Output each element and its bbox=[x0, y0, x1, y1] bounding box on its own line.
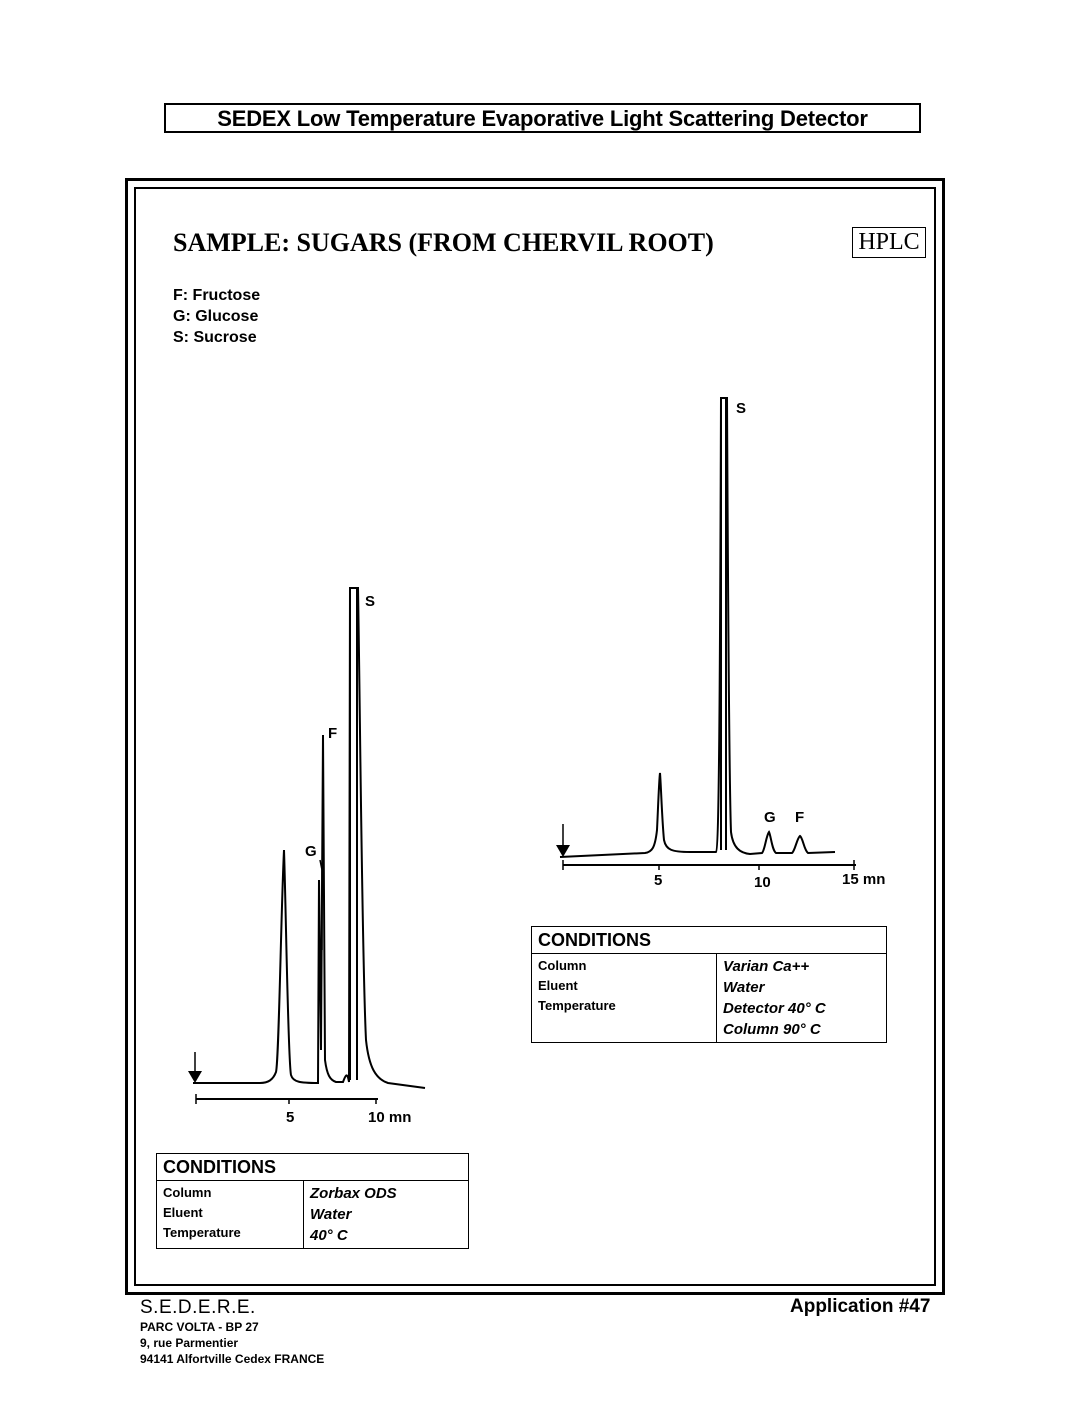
footer-address-block bbox=[140, 1297, 324, 1367]
application-number: Application #47 bbox=[790, 1296, 931, 1317]
left-tick-label-5: 5 bbox=[286, 1109, 295, 1126]
right-tick-label-10: 10 bbox=[754, 874, 771, 891]
right-trace bbox=[560, 398, 835, 857]
condition-label-column: Column bbox=[538, 958, 587, 973]
legend-item-glucose: G: Glucose bbox=[173, 308, 259, 325]
right-peak-label-g: G bbox=[764, 809, 776, 826]
condition-value-eluent: Water bbox=[310, 1206, 352, 1223]
right-sucrose-peak-top bbox=[721, 398, 726, 850]
condition-value-column: Zorbax ODS bbox=[310, 1185, 397, 1202]
right-peak-label-s: S bbox=[736, 400, 747, 417]
chromatogram-left bbox=[188, 588, 425, 1126]
right-injection-arrow-icon bbox=[556, 845, 570, 857]
document-title: SEDEX Low Temperature Evaporative Light Scattering Detector bbox=[164, 103, 921, 133]
conditions-values-left bbox=[304, 1181, 469, 1249]
technique-badge: HPLC bbox=[852, 227, 926, 258]
sample-title: SAMPLE: SUGARS (FROM CHERVIL ROOT) bbox=[173, 228, 714, 257]
conditions-heading-left: CONDITIONS bbox=[157, 1154, 469, 1181]
address-line-2: 9, rue Parmentier bbox=[140, 1336, 239, 1350]
address-line-3: 94141 Alfortville Cedex FRANCE bbox=[140, 1352, 325, 1366]
condition-value-temperature: 40° C bbox=[310, 1227, 348, 1244]
condition-value-detector-temp: Detector 40° C bbox=[723, 1000, 826, 1017]
left-tick-label-10: 10 mn bbox=[368, 1109, 412, 1126]
chromatogram-right bbox=[556, 398, 885, 891]
legend-item-fructose: F: Fructose bbox=[173, 287, 261, 304]
legend-item-sucrose: S: Sucrose bbox=[173, 329, 257, 346]
right-peak-label-f: F bbox=[795, 809, 805, 826]
left-peak-label-s: S bbox=[365, 593, 376, 610]
left-peak-label-g: G bbox=[305, 843, 317, 860]
conditions-values-right bbox=[717, 954, 887, 1043]
condition-label-eluent: Eluent bbox=[163, 1205, 203, 1220]
conditions-table-left bbox=[156, 1153, 469, 1249]
condition-value-column-temp: Column 90° C bbox=[723, 1021, 821, 1038]
left-trace bbox=[193, 588, 425, 1088]
condition-label-eluent: Eluent bbox=[538, 978, 578, 993]
left-injection-arrow-icon bbox=[188, 1071, 202, 1083]
condition-value-eluent: Water bbox=[723, 979, 765, 996]
condition-label-column: Column bbox=[163, 1185, 212, 1200]
right-tick-label-5: 5 bbox=[654, 872, 663, 889]
left-peak-label-f: F bbox=[328, 725, 338, 742]
company-name: S.E.D.E.R.E. bbox=[140, 1297, 256, 1318]
conditions-heading-right: CONDITIONS bbox=[532, 927, 887, 954]
condition-label-temperature: Temperature bbox=[163, 1225, 241, 1240]
condition-value-column: Varian Ca++ bbox=[723, 958, 810, 975]
condition-label-temperature: Temperature bbox=[538, 998, 616, 1013]
conditions-labels-left bbox=[157, 1181, 304, 1249]
address-line-1: PARC VOLTA - BP 27 bbox=[140, 1320, 259, 1334]
left-sucrose-peak-top bbox=[350, 588, 357, 1080]
conditions-table-right bbox=[531, 926, 887, 1043]
right-tick-label-15: 15 mn bbox=[842, 871, 886, 888]
conditions-labels-right bbox=[532, 954, 717, 1043]
